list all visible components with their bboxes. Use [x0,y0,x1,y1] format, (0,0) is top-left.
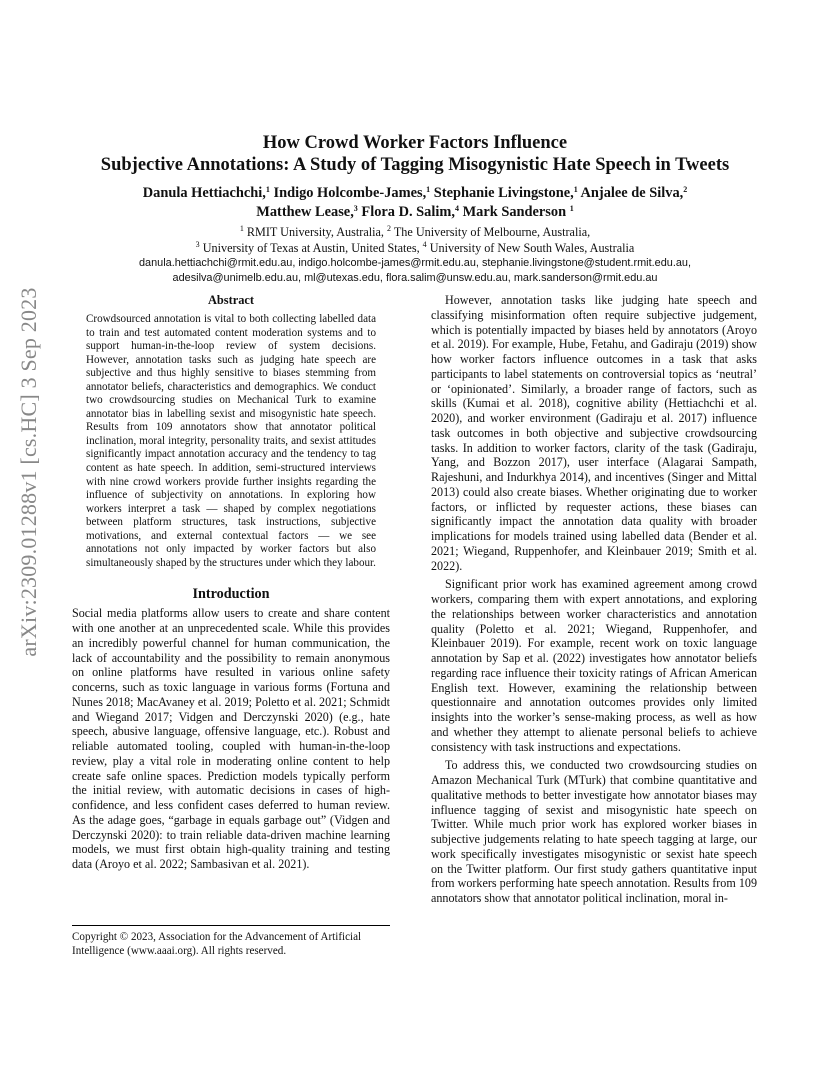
arxiv-identifier: arXiv:2309.01288v1 [cs.HC] 3 Sep 2023 [16,287,41,657]
author-affiliation-mark: 1 [426,185,431,194]
author-affiliation-mark: 2 [683,185,688,194]
left-column [72,293,390,872]
affiliation-text: RMIT University, Australia, [246,225,384,239]
email-line-1: danula.hettiachchi@rmit.edu.au, indigo.holcombe-james@rmit.edu.au, stephanie.livingstone@student.rmit.edu.au, [139,257,691,269]
author-list [70,184,760,222]
copyright-notice: Copyright © 2023, Association for the Advancement of Artificial Intelligence (www.aaai.org). All rights reserved. [72,925,390,958]
author-name: Flora D. Salim, [361,204,455,220]
affiliation-text: The University of Melbourne, Australia, [393,225,591,239]
introduction-paragraph: Social media platforms allow users to create and share content with one another at an unprecedented scale. While this provides an incredibly powerful channel for human communication, the lack of accountability and the possibility to remain anonymous on online platforms have resulted in various online safety concerns, such as toxic language in various forms (Fortuna and Nunes 2018; MacAvaney et al. 2019; Poletto et al. 2021; Schmidt and Wiegand 2017; Vidgen and Derczynski 2020) (e.g., hate speech, abusive language, offensive language, etc.). Robust and reliable automated tooling, coupled with human-in-the-loop review, play a vital role in moderating online content to help create safe online spaces. Prediction models typically perform the initial review, with automatic decisions in cases of high-confidence, and less confident cases deferred to human review. As the adage goes, “garbage in equals garbage out” (Vidgen and Derczynski 2020): to train reliable data-driven machine learning models, we must first obtain high-quality training and testing data (Aroyo et al. 2022; Sambasivan et al. 2021). [72,606,390,872]
author-name: Anjalee de Silva, [580,185,684,201]
author-name: Danula Hettiachchi, [142,185,266,201]
affiliation-line-1 [70,225,760,241]
affiliation-mark: 4 [422,239,427,249]
affiliation-text: University of New South Wales, Australia [429,240,635,255]
affiliation-line-2 [70,241,760,257]
affiliation-mark: 2 [387,224,392,233]
body-paragraph: Significant prior work has examined agreement among crowd workers, comparing them with expert annotations, and exploring the relationships between worker characteristics and annotation quality (Poletto et al. 2021; Wiegand, Ruppenhofer, and Kleinbauer 2019). For example, recent work on toxic language annotation by Sap et al. (2022) investigates how annotator beliefs regarding race influence their toxicity ratings of African American English text. However, examining the relationship between questionnaire and annotation outcomes provides only limited insights into the worker’s sense-making process, as well as how and whether they attempt to alienate personal beliefs to achieve consistency with task instructions and expectations. [431,577,757,754]
author-affiliation-mark: 3 [353,204,358,213]
affiliation-mark: 1 [239,224,244,233]
author-affiliation-mark: 1 [569,204,574,213]
author-name: Matthew Lease, [256,204,354,220]
author-affiliation-mark: 1 [573,185,578,194]
affiliation-mark: 3 [195,239,200,249]
affiliations [70,225,760,256]
right-column [431,293,757,910]
author-affiliation-mark: 1 [265,185,270,194]
abstract-heading: Abstract [207,293,255,307]
title-line-2: Subjective Annotations: A Study of Tagging Misogynistic Hate Speech in Tweets [100,155,730,175]
author-affiliation-mark: 4 [454,204,459,213]
body-paragraph: However, annotation tasks like judging hate speech and classifying misinformation often require subjective judgement, which is potentially impacted by biases held by annotators (Aroyo et al. 2019). For example, Hube, Fetahu, and Gadiraju (2019) show how worker factors influence outcomes in a task that asks participants to label statements on controversial topics as ‘neutral’ or ‘opinionated’. Similarly, a broader range of factors, such as skills (Kumai et al. 2018), cognitive ability (Hettiachchi et al. 2020), and worker environment (Gadiraju et al. 2017) influence task outcomes in both objective and subjective crowdsourcing tasks. In addition to worker factors, clarity of the task (Gadiraju, Yang, and Bozzon 2017), user interface (Alagarai Sampath, Rajeshuni, and Indurkhya 2014), and incentives (Singer and Mittal 2013) could also create biases. Whether originating due to worker factors, or inflicted by requester actions, these biases can significantly impact the annotation data quality with broader implications for models trained using labelled data (Bender et al. 2021; Wiegand, Ruppenhofer, and Kleinbauer 2019; Smith et al. 2022). [431,293,757,573]
affiliation-text: University of Texas at Austin, United States, [202,240,420,255]
author-emails [70,256,760,287]
introduction-heading: Introduction [192,586,270,603]
title-block [70,132,760,287]
title-line-1: How Crowd Worker Factors Influence [262,133,568,153]
author-name: Indigo Holcombe-James, [273,185,427,201]
author-name: Mark Sanderson [462,204,567,220]
body-paragraph: To address this, we conducted two crowdsourcing studies on Amazon Mechanical Turk (MTurk) that combine quantitative and qualitative methods to better investigate how annotator biases may influence tagging of sexist and misogynistic hate speech on Twitter. While much prior work has explored worker biases in subjective judgements relating to hate speech tagging at large, our work specifically investigates misogynistic or sexist hate speech on the Twitter platform. Our first study gathers quantitative input from workers performing hate speech annotation. Results from 109 annotators show that annotator political inclination, moral in- [431,758,757,905]
email-line-2: adesilva@unimelb.edu.au, ml@utexas.edu, flora.salim@unsw.edu.au, mark.sanderson@rmit.edu.au [172,272,658,285]
paper-title [70,132,760,176]
author-line-1 [70,184,760,203]
author-name: Stephanie Livingstone, [433,185,574,201]
author-line-2 [70,203,760,222]
abstract-text: Crowdsourced annotation is vital to both collecting labelled data to train and test automated content moderation systems and to support human-in-the-loop review of system decisions. However, annotation tasks such as judging hate speech are subjective and thus highly sensitive to biases stemming from annotator beliefs, characteristics and demographics. We conduct two crowdsourcing studies on Mechanical Turk to examine annotator bias in labelling sexist and misogynistic hate speech. Results from 109 annotators show that annotator political inclination, moral integrity, personality traits, and sexist attitudes significantly impact annotation accuracy and the tendency to tag content as hate speech. In addition, semi-structured interviews with nine crowd workers provide further insights regarding the influence of subjectivity on annotations. In exploring how workers interpret a task — shaped by complex negotiations between platform structures, task instructions, subjective motivations, and external contextual factors — we see annotations not only impacted by worker factors but also simultaneously shaped by the structures under which they labour. [86,313,376,569]
